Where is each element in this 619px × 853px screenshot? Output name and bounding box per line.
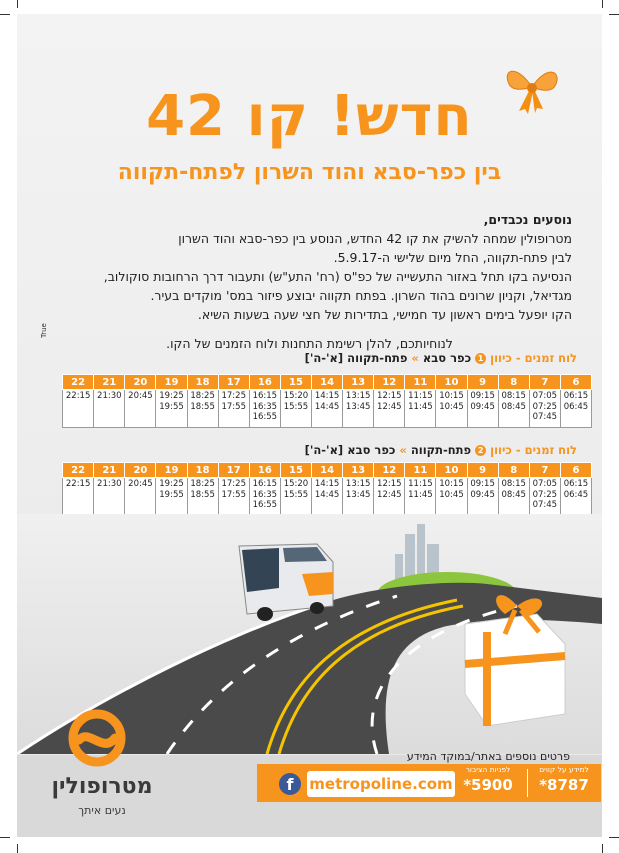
announcement-text xyxy=(47,210,572,324)
metropoline-logo-icon xyxy=(65,708,129,768)
hour-cell: 10 xyxy=(436,463,467,478)
departure-times-cell: 10:15 10:45 xyxy=(436,478,467,516)
hour-cell: 8 xyxy=(498,463,529,478)
phone-label: למידע על קווים xyxy=(539,765,589,774)
crop-mark xyxy=(0,837,10,838)
hour-cell: 18 xyxy=(187,375,218,390)
departure-times-cell: 22:15 xyxy=(63,390,94,428)
departure-times-cell: 16:15 16:35 16:55 xyxy=(249,390,280,428)
phone-number: *5900 xyxy=(463,776,513,794)
hour-cell: 15 xyxy=(280,463,311,478)
direction-arrow-icon: » xyxy=(399,443,407,457)
phone-label: לפניות הציבור xyxy=(465,765,511,774)
hour-cell: 13 xyxy=(343,463,374,478)
page-subtitle: בין כפר-סבא והוד השרון לפתח-תקווה xyxy=(117,160,502,185)
flyer xyxy=(17,14,602,837)
hour-cell: 7 xyxy=(529,375,560,390)
crop-mark xyxy=(609,837,619,838)
hour-cell: 13 xyxy=(343,375,374,390)
hour-cell: 7 xyxy=(529,463,560,478)
hour-cell: 22 xyxy=(63,375,94,390)
departure-times-cell: 18:25 18:55 xyxy=(187,478,218,516)
origin-stop: פתח-תקווה xyxy=(410,443,472,457)
schedule-title-direction-2 xyxy=(305,443,577,457)
crop-mark xyxy=(17,0,18,8)
phone-public-inquiries[interactable] xyxy=(453,765,523,795)
hour-cell: 20 xyxy=(125,375,156,390)
bus-illustration xyxy=(239,544,333,621)
facebook-icon[interactable]: f xyxy=(279,773,301,795)
times-row xyxy=(63,390,592,428)
departure-times-cell: 19:25 19:55 xyxy=(156,478,187,516)
crop-mark xyxy=(0,14,10,15)
hours-row xyxy=(63,375,592,390)
hour-cell: 6 xyxy=(560,463,591,478)
departure-times-cell: 06:15 06:45 xyxy=(560,478,591,516)
crop-mark xyxy=(602,844,603,853)
hour-cell: 17 xyxy=(218,375,249,390)
divider xyxy=(527,769,528,797)
direction-arrow-icon: » xyxy=(411,351,419,365)
crop-mark xyxy=(609,14,619,15)
departure-times-cell: 18:25 18:55 xyxy=(187,390,218,428)
hour-cell: 8 xyxy=(498,375,529,390)
side-mark: True xyxy=(40,323,48,338)
hour-cell: 22 xyxy=(63,463,94,478)
hour-cell: 10 xyxy=(436,375,467,390)
departure-times-cell: 11:15 11:45 xyxy=(405,478,436,516)
departure-times-cell: 20:45 xyxy=(125,478,156,516)
hour-cell: 16 xyxy=(249,463,280,478)
departure-times-cell: 12:15 12:45 xyxy=(374,390,405,428)
schedule-table-direction-2 xyxy=(62,462,592,516)
departure-times-cell: 13:15 13:45 xyxy=(343,478,374,516)
departure-times-cell: 09:15 09:45 xyxy=(467,478,498,516)
announcement-line: הנסיעה בקו תחל באזור התעשייה של כפ"ס (רח' התע"ש) ותעבור דרך הרחובות סוקולוב, xyxy=(103,269,572,284)
logo-tagline: נעים איתך xyxy=(78,804,126,817)
schedule-prefix: לוח זמנים - כיוון xyxy=(490,443,577,457)
logo-wordmark: מטרופולין xyxy=(51,774,153,799)
hour-cell: 17 xyxy=(218,463,249,478)
schedule-table-direction-1 xyxy=(62,374,592,428)
departure-times-cell: 08:15 08:45 xyxy=(498,478,529,516)
greeting: נוסעים נכבדים, xyxy=(483,212,572,227)
departure-times-cell: 08:15 08:45 xyxy=(498,390,529,428)
departure-times-cell: 22:15 xyxy=(63,478,94,516)
crop-mark xyxy=(17,844,18,853)
departure-times-cell: 14:15 14:45 xyxy=(312,390,343,428)
hour-cell: 15 xyxy=(280,375,311,390)
destination-stop: כפר סבא [א'-ה'] xyxy=(304,443,396,457)
hour-cell: 14 xyxy=(312,463,343,478)
schedule-title-direction-1 xyxy=(305,351,577,365)
departure-times-cell: 21:30 xyxy=(94,478,125,516)
departure-times-cell: 20:45 xyxy=(125,390,156,428)
schedule-prefix: לוח זמנים - כיוון xyxy=(490,351,577,365)
hour-cell: 19 xyxy=(156,375,187,390)
departure-times-cell: 17:25 17:55 xyxy=(218,390,249,428)
direction-number-badge: 2 xyxy=(475,445,486,456)
departure-times-cell: 11:15 11:45 xyxy=(405,390,436,428)
hour-cell: 12 xyxy=(374,375,405,390)
hour-cell: 21 xyxy=(94,463,125,478)
hour-cell: 11 xyxy=(405,375,436,390)
announcement-line: מטרופולין שמחה להשיק את קו 42 החדש, הנוסע בין כפר-סבא והוד השרון xyxy=(178,231,572,246)
phone-line-info[interactable] xyxy=(529,765,599,795)
announcement-line: מגדיאל, וקניון שרונים בהוד השרון. בפתח תקווה יבוצע פיזור במס' מוקדים בעיר. xyxy=(150,288,572,303)
hour-cell: 6 xyxy=(560,375,591,390)
departure-times-cell: 07:05 07:25 07:45 xyxy=(529,478,560,516)
hour-cell: 20 xyxy=(125,463,156,478)
departure-times-cell: 09:15 09:45 xyxy=(467,390,498,428)
hour-cell: 14 xyxy=(312,375,343,390)
hour-cell: 19 xyxy=(156,463,187,478)
schedule-note: לנוחיותכם, להלן רשימת התחנות ולוח הזמנים של הקו. xyxy=(166,336,453,351)
departure-times-cell: 15:20 15:55 xyxy=(280,390,311,428)
departure-times-cell: 14:15 14:45 xyxy=(312,478,343,516)
times-row xyxy=(63,478,592,516)
announcement-line: לבין פתח-תקווה, החל מיום שלישי ה-5.9.17. xyxy=(333,250,572,265)
departure-times-cell: 06:15 06:45 xyxy=(560,390,591,428)
departure-times-cell: 07:05 07:25 07:45 xyxy=(529,390,560,428)
crop-mark xyxy=(602,0,603,8)
direction-number-badge: 1 xyxy=(475,353,486,364)
hour-cell: 18 xyxy=(187,463,218,478)
departure-times-cell: 21:30 xyxy=(94,390,125,428)
departure-times-cell: 15:20 15:55 xyxy=(280,478,311,516)
departure-times-cell: 19:25 19:55 xyxy=(156,390,187,428)
more-info-text: פרטים נוספים באתר/במוקד המידע xyxy=(406,750,570,763)
departure-times-cell: 13:15 13:45 xyxy=(343,390,374,428)
hour-cell: 11 xyxy=(405,463,436,478)
page-title: חדש! קו 42 xyxy=(146,84,473,149)
destination-stop: פתח-תקווה [א'-ה'] xyxy=(304,351,408,365)
departure-times-cell: 17:25 17:55 xyxy=(218,478,249,516)
hours-row xyxy=(63,463,592,478)
hour-cell: 9 xyxy=(467,463,498,478)
departure-times-cell: 16:15 16:35 16:55 xyxy=(249,478,280,516)
website-link[interactable]: metropoline.com xyxy=(307,771,455,797)
hour-cell: 21 xyxy=(94,375,125,390)
phone-number: *8787 xyxy=(539,776,589,794)
hour-cell: 12 xyxy=(374,463,405,478)
departure-times-cell: 12:15 12:45 xyxy=(374,478,405,516)
departure-times-cell: 10:15 10:45 xyxy=(436,390,467,428)
hour-cell: 9 xyxy=(467,375,498,390)
announcement-line: הקו יופעל בימים ראשון עד חמישי, בתדירות של חצי שעה בשעות השיא. xyxy=(197,307,572,322)
origin-stop: כפר סבא xyxy=(422,351,472,365)
hour-cell: 16 xyxy=(249,375,280,390)
